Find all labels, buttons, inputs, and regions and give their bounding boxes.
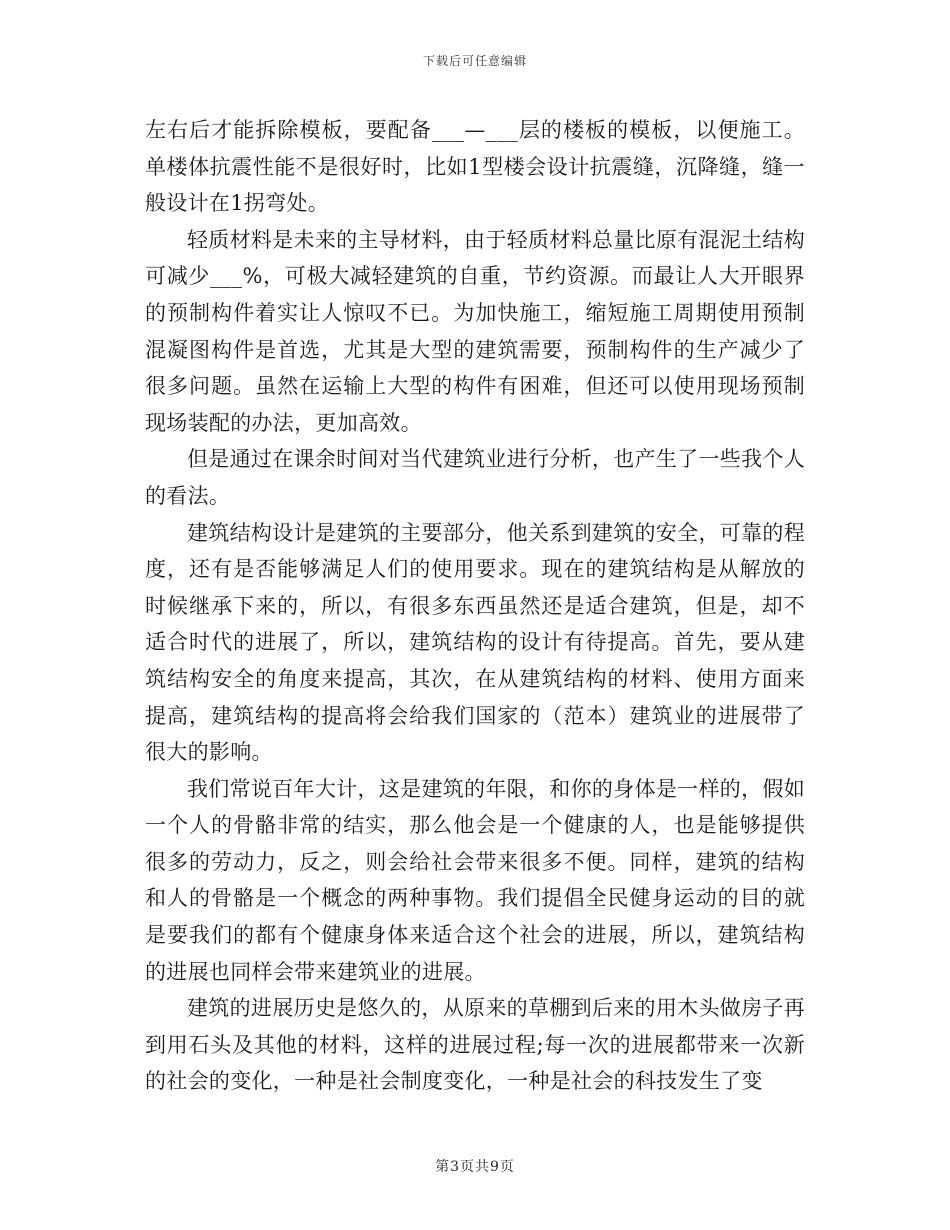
document-body	[145, 112, 805, 1100]
paragraph-3: 但是通过在课余时间对当代建筑业进行分析，也产生了一些我个人的看法。	[145, 447, 805, 508]
paragraph-1: 左右后才能拆除模板，要配备___—___层的楼板的模板，以便施工。单楼体抗震性能不是很好时，比如1型楼会设计抗震缝，沉降缝，缝一般设计在1拐弯处。	[145, 118, 805, 216]
paragraph-4: 建筑结构设计是建筑的主要部分，他关系到建筑的安全，可靠的程度，还有是否能够满足人们的使用要求。现在的建筑结构是从解放的时候继承下来的，所以，有很多东西虽然还是适合建筑，但是，却不适合时代的进展了，所以，建筑结构的设计有待提高。首先，要从建筑结构安全的角度来提高，其次，在从建筑结构的材料、使用方面来提高，建筑结构的提高将会给我们国家的（范本）建筑业的进展带了很大的影响。	[145, 520, 805, 765]
page-footer-page-number: 第3页共9页	[435, 1159, 515, 1175]
page-header: 下载后可任意编辑	[422, 54, 527, 68]
paragraph-5: 我们常说百年大计，这是建筑的年限，和你的身体是一样的，假如一个人的骨骼非常的结实，那么他会是一个健康的人，也是能够提供很多的劳动力，反之，则会给社会带来很多不便。同样，建筑的结构和人的骨骼是一个概念的两种事物。我们提倡全民健身运动的目的就是要我们的都有个健康身体来适合这个社会的进展，所以，建筑结构的进展也同样会带来建筑业的进展。	[145, 776, 805, 984]
paragraph-2: 轻质材料是未来的主导材料，由于轻质材料总量比原有混泥土结构可减少___%，可极大减轻建筑的自重，节约资源。而最让人大开眼界的预制构件着实让人惊叹不已。为加快施工，缩短施工周期使用预制混凝图构件是首选，尤其是大型的建筑需要，预制构件的生产减少了很多问题。虽然在运输上大型的构件有困难，但还可以使用现场预制现场装配的办法，更加高效。	[145, 227, 805, 435]
paragraph-6: 建筑的进展历史是悠久的，从原来的草棚到后来的用木头做房子再到用石头及其他的材料，这样的进展过程;每一次的进展都带来一次新的社会的变化，一种是社会制度变化，一种是社会的科技发生了变	[145, 996, 805, 1094]
